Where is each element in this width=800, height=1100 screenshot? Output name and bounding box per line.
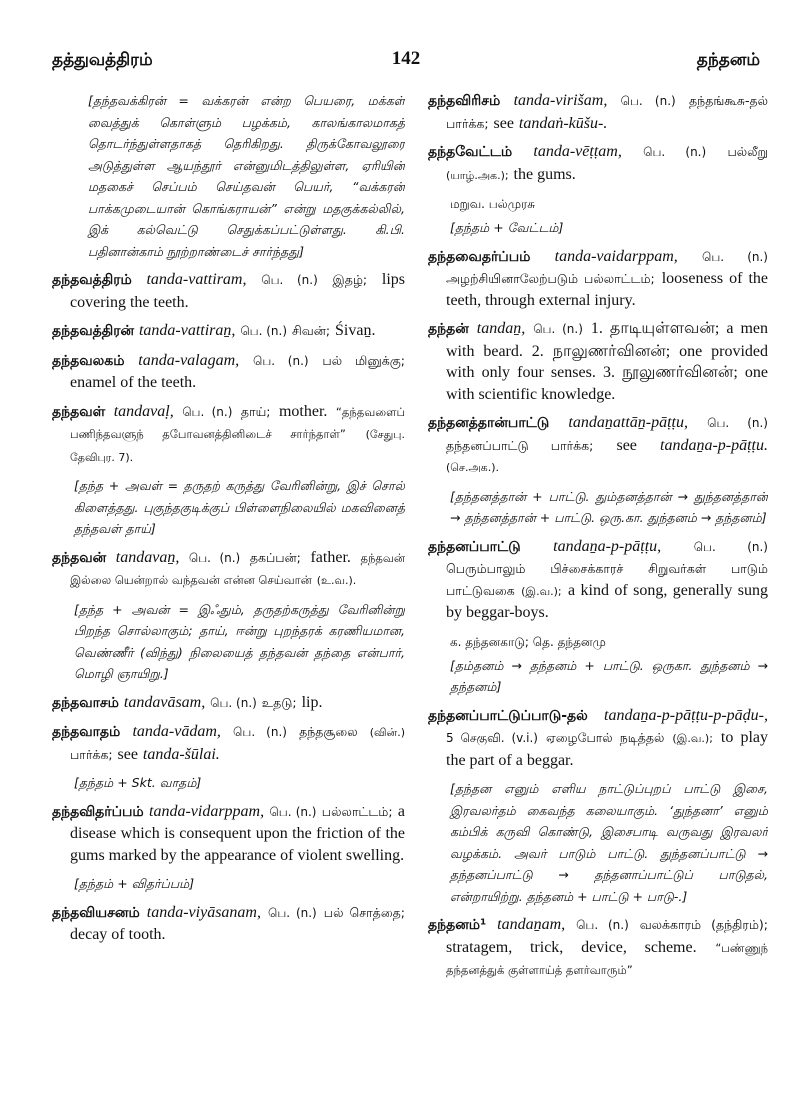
- transliteration: tanda-vidarppam,: [149, 802, 265, 820]
- dictionary-entry: [52, 801, 405, 867]
- transliteration: tanda-vādam,: [132, 723, 221, 740]
- english-meaning: the gums.: [513, 165, 576, 183]
- english-meaning: stratagem, trick, device, scheme.: [446, 938, 697, 956]
- transliteration: tandavaṉ,: [115, 548, 180, 566]
- part-of-speech: பெ. (n.): [267, 905, 317, 920]
- transliteration: tanda-valagam,: [138, 351, 240, 369]
- english-meaning: father.: [310, 548, 351, 566]
- dictionary-entry: [52, 692, 405, 715]
- part-of-speech: பெ. (n.): [182, 404, 233, 419]
- part-of-speech: பெ. (n.): [269, 804, 317, 819]
- tamil-meaning: பெரும்பாலும் பிச்சைக்காரச் சிறுவர்கள் பாடும் பாட்டுவகை: [446, 561, 768, 598]
- part-of-speech: பெ. (n.): [261, 273, 318, 287]
- part-of-speech: பெ. (n.): [188, 550, 241, 565]
- transliteration: tandavaḷ,: [113, 402, 174, 420]
- etymology-note: [தந்தனத்தான் + பாட்டு. தும்தனத்தான் → துந்தனத்தான் → தந்தனத்தான் + பாட்டு. ஒரு.கா. துந்தனம் → தந்தனம்]: [450, 488, 768, 525]
- citation-source: (இ.வ.);: [672, 732, 713, 745]
- citation-source: (வின்.): [369, 726, 405, 739]
- etymology-note: [தந்த + அவள் = தருதற் கருத்து வேரினின்று, இச் சொல் கிளைத்தது. புகுந்தகுடிக்குப் பிள்ளைநிலையில் மகவினைத் தந்தவள் தாய்]: [74, 478, 405, 536]
- etymology-note: [தந்தன எனும் எளிய நாட்டுப்புறப் பாட்டு இசை, இரவலர்தம் கைவந்த கலையாகும். ‘துந்தனா’ எனும் கம்பிக் கருவி கொண்டு, இசைபாடி வருவது இரவலர் வழக்கம். அவர் பாடும் பாட்டு. துந்தனப்பாட்டு → தந்தனப்பாட்டு → தந்தனாப்பாட்டுப் பாடுதல், என்றாயிற்று. தந்தனம் + பாட்டு + பாடு-.]: [450, 781, 768, 904]
- synonym-note: மறுவ. பல்முரசு: [450, 197, 536, 211]
- tamil-meaning: பல்லீறு: [727, 144, 768, 159]
- english-see: see: [616, 436, 637, 454]
- transliteration: tandaṉa-p-pāṭṭu-p-pāḍu-,: [604, 706, 768, 724]
- english-see: see: [493, 114, 514, 132]
- transliteration: tandaṉa-p-pāṭṭu,: [553, 537, 662, 555]
- citation-source: (இ.வ.);: [521, 584, 562, 598]
- dictionary-entry: [428, 318, 768, 405]
- tamil-meaning: உதடு;: [261, 694, 297, 710]
- citation-source: (சேதுபு. தேவிபுர. 7).: [70, 428, 405, 464]
- headword: தந்தவத்திரன்: [52, 323, 135, 339]
- headword: தந்தவேட்டம்: [428, 144, 513, 160]
- tamil-meaning: தாய்;: [240, 403, 271, 419]
- dictionary-entry: [52, 721, 405, 765]
- part-of-speech: பெ. (n.): [240, 324, 288, 338]
- tamil-meaning: தகப்பன்;: [249, 549, 301, 565]
- tamil-meaning: இதழ்;: [332, 272, 368, 287]
- part-of-speech: பெ. (n.): [576, 918, 629, 932]
- transliteration: tandaṉam,: [497, 916, 566, 933]
- headword: தந்தன்: [428, 321, 469, 337]
- dictionary-entry: [428, 536, 768, 624]
- dictionary-entry: [428, 914, 768, 982]
- headword: தந்தனப்பாட்டு: [428, 538, 521, 555]
- transliteration: tanda-vattiram,: [146, 271, 247, 288]
- dictionary-entry: [52, 320, 405, 343]
- etymology-note: [தந்தவக்கிரன் = வக்கரன் என்ற பெயரை, மக்கள் வைத்துக் கொள்ளும் பழக்கம், காலங்காலமாகத் தொடர்ந்துள்ளதாகத் தெரிகிறது. திருக்கோவலூரை அடுத்துள்ள ஆயந்தூர் என்னுமிடத்திலுள்ள, ஏரியின் மதகைச் செப்பம் செய்தவன் பெயர், “வக்கரன் பாக்கமுடையான் கொங்கராயன்” என்று மதகுக்கல்லில், இக் கல்வெட்டு செதுக்கப்பட்டுள்ளது. கி.பி. பதினான்காம் நூற்றாண்டைச் சார்ந்தது]: [88, 93, 405, 259]
- dictionary-entry: [52, 401, 405, 469]
- part-of-speech: பெ. (n.): [693, 539, 768, 554]
- tamil-meaning: பல் சொத்தை;: [323, 904, 405, 920]
- transliteration: tanda-virišam,: [513, 92, 608, 109]
- headword: தந்தவன்: [52, 549, 107, 566]
- etymology-note: [தந்தம் + வேட்டம்]: [450, 220, 564, 235]
- dictionary-entry: [428, 141, 768, 186]
- english-meaning: lip.: [301, 693, 323, 711]
- part-of-speech: பெ. (n.): [253, 353, 309, 368]
- english-meaning: to play the part of a beggar.: [446, 729, 768, 769]
- dictionary-entry: [52, 902, 405, 946]
- tamil-meaning: தந்தங்கூசு-தல் பார்க்க;: [446, 93, 768, 131]
- cross-reference-target: tanda-šūlai.: [142, 745, 220, 763]
- right-column: [428, 90, 768, 1080]
- headword: தந்தவலகம்: [52, 352, 125, 369]
- header-guide-word-right: தந்தனம்: [696, 50, 760, 70]
- transliteration: tanda-viyāsanam,: [146, 903, 261, 921]
- transliteration: tandaṉattāṉ-pāṭṭu,: [568, 414, 688, 431]
- citation-quote: “பண்ணுந் தந்தனத்துக் குள்ளாய்த் தளர்வாரும்”: [446, 940, 768, 977]
- part-of-speech: பெ. (n.): [233, 725, 287, 739]
- tamil-meaning: அழற்சியினாலேற்படும் பல்லாட்டம்;: [446, 271, 655, 286]
- english-meaning: looseness of the teeth, through external injury.: [446, 270, 768, 309]
- part-of-speech: பெ. (n.): [533, 322, 583, 336]
- headword: தந்தனத்தான்பாட்டு: [428, 415, 550, 431]
- headword: தந்தவத்திரம்: [52, 272, 132, 288]
- english-meaning: a kind of song, generally sung by beggar-boys.: [446, 581, 768, 621]
- dictionary-entry: [428, 90, 768, 134]
- part-of-speech: பெ. (n.): [643, 145, 707, 159]
- tamil-meaning: தந்தனப்பாட்டு பார்க்க;: [446, 437, 594, 453]
- part-of-speech: பெ. (n.): [620, 94, 676, 108]
- usage-source: (உ.வ.).: [316, 574, 357, 587]
- transliteration: tanda-vattiraṉ,: [138, 322, 236, 339]
- english-meaning: a disease which is consequent upon the friction of the gums marked by the appearance of violent swelling.: [70, 802, 405, 864]
- headword: தந்தவள்: [52, 403, 106, 420]
- usage-example: தந்தவன் இல்லை யென்றால் வந்தவன் என்ன செய்வான்: [70, 550, 405, 587]
- etymology-note: [தம்தனம் → தந்தனம் + பாட்டு. ஒருகா. துந்தனம் → தந்தனம்]: [450, 657, 768, 694]
- english-meaning: enamel of the teeth.: [70, 374, 197, 391]
- etymology-note: [தந்தம் + Skt. வாதம்]: [74, 775, 202, 790]
- citation-quote: “தந்தவளைப் பணிந்தவளுந் தபோவனத்தினிடைச் சார்ந்தாள்”: [70, 404, 405, 441]
- transliteration: tandavāsam,: [123, 693, 206, 711]
- citation-source: (செ.அக.).: [446, 461, 499, 474]
- dictionary-entry: [52, 269, 405, 313]
- transliteration: tanda-vēṭṭam,: [533, 143, 622, 160]
- english-meaning: mother.: [278, 402, 328, 420]
- english-meaning: decay of tooth.: [70, 926, 166, 943]
- english-meaning: lips covering the teeth.: [70, 271, 405, 311]
- headword: தந்தவைதர்ப்பம்: [428, 248, 531, 265]
- dictionary-entry: [428, 412, 768, 479]
- header-guide-word-left: தத்துவத்திரம்: [52, 50, 153, 70]
- headword: தந்தனப்பாட்டுப்பாடு-தல்: [428, 707, 588, 724]
- numbered-senses: 1. தாடியுள்ளவன்; a men with beard. 2. நாலுணர்வினன்; one provided with only four senses. 3. நூலுணர்வினன்; one with scientific knowledge.: [446, 320, 768, 403]
- etymology-note: [தந்தம் + விதர்ப்பம்]: [74, 876, 195, 891]
- tamil-meaning: தந்தசூலை: [299, 724, 358, 739]
- part-of-speech: பெ. (n.): [707, 416, 768, 430]
- transliteration: tanda-vaidarppam,: [554, 247, 678, 265]
- tamil-meaning: ஏழைபோல் நடித்தல்: [545, 730, 665, 745]
- headword: தந்தவிதர்ப்பம்: [52, 803, 144, 820]
- headword: தந்தவாசம்: [52, 694, 119, 711]
- page-header: [52, 50, 760, 76]
- headword: தந்தவாதம்: [52, 724, 121, 740]
- headword: தந்தவிரிசம்: [428, 93, 501, 109]
- transliteration: tandaṉ,: [476, 320, 526, 337]
- etymology-note: [தந்த + அவன் = இஃதும், தருதற்கருத்து வேரினின்று பிறந்த சொல்லாகும்; தாய், ஈன்று புறந்தரக் கரணியமான, வெண்ணீர் (விந்து) நிலையைத் தந்தவன் தந்தை என்பார், மொழி ஞாயிறு.]: [74, 601, 405, 681]
- part-of-speech: 5 செகுவி. (v.i.): [446, 731, 538, 745]
- cognates-note: க. தந்தனகாடு; தெ. தந்தனமு: [450, 634, 606, 649]
- dictionary-entry: [428, 705, 768, 772]
- cross-reference-target: tandaṉa-p-pāṭṭu.: [660, 436, 768, 454]
- dictionary-entry: [52, 547, 405, 592]
- tamil-meaning: பல் மினுக்கு;: [322, 352, 405, 368]
- cross-reference-label: பார்க்க;: [70, 746, 113, 762]
- citation-source: (யாழ்.அக.);: [446, 168, 509, 182]
- tamil-meaning: சிவன்;: [291, 323, 331, 338]
- page-number: 142: [391, 48, 421, 69]
- part-of-speech: பெ. (n.): [210, 695, 257, 710]
- dictionary-entry: [428, 246, 768, 312]
- tamil-meaning: வலக்காரம் (தந்திரம்);: [639, 917, 768, 932]
- english-meaning: Śivaṉ.: [335, 322, 376, 339]
- cross-reference-target: tandaṅ-kūšu-.: [518, 114, 608, 132]
- english-see: see: [117, 745, 138, 763]
- headword: தந்தனம்¹: [428, 917, 487, 933]
- dictionary-entry: [52, 350, 405, 394]
- left-column: [52, 90, 405, 1080]
- tamil-meaning: பல்லாட்டம்;: [321, 803, 393, 819]
- part-of-speech: பெ. (n.): [701, 249, 768, 264]
- headword: தந்தவியசனம்: [52, 904, 140, 921]
